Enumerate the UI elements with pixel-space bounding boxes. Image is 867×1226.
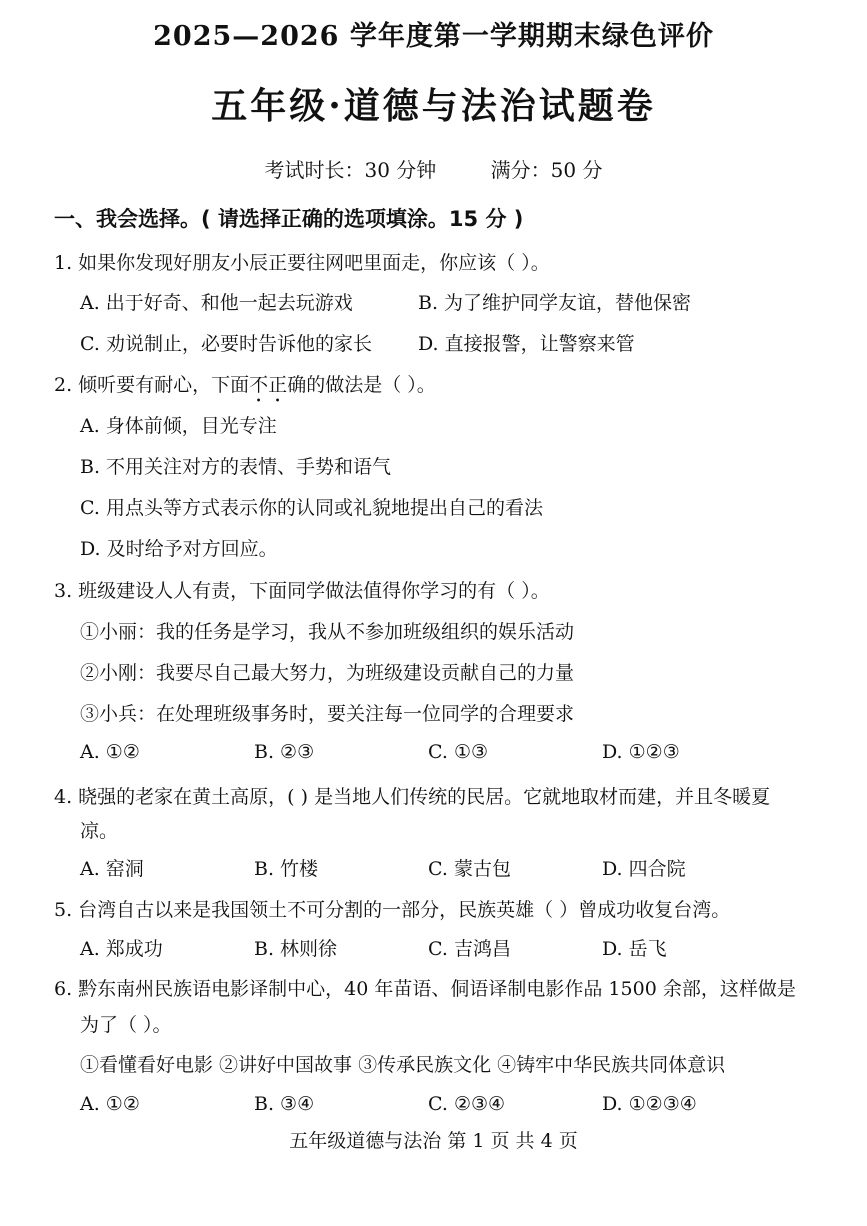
question-1-options-row2 [80, 329, 756, 356]
q2-stem-emphasis: 不正 [249, 374, 288, 396]
q3-option-d: D. ①②③ [602, 741, 680, 763]
q4-option-d: D. 四合院 [602, 858, 686, 880]
q1-option-d: D. 直接报警，让警察来管 [418, 333, 635, 355]
q3-option-c: C. ①③ [428, 741, 489, 763]
exam-duration: 考试时长：30 分钟 [264, 158, 437, 182]
q3-statement-2: ②小刚：我要尽自己最大努力，为班级建设贡献自己的力量 [80, 662, 575, 684]
question-1-stem: 1. 如果你发现好朋友小辰正要往网吧里面走，你应该（ ）。 [54, 252, 550, 274]
q5-option-c: C. 吉鸿昌 [428, 938, 511, 960]
q3-option-b: B. ②③ [254, 741, 315, 763]
q5-option-a: A. 郑成功 [80, 938, 163, 960]
q6-statements: ①看懂看好电影 ②讲好中国故事 ③传承民族文化 ④铸牢中华民族共同体意识 [80, 1054, 726, 1076]
q4-option-b: B. 竹楼 [254, 858, 319, 880]
question-5-stem: 5. 台湾自古以来是我国领土不可分割的一部分，民族英雄（ ）曾成功收复台湾。 [54, 899, 731, 921]
exam-meta [0, 154, 867, 183]
q4-option-c: C. 蒙古包 [428, 858, 511, 880]
question-3-options [80, 741, 776, 763]
q2-stem-before: 2. 倾听要有耐心，下面 [54, 374, 250, 396]
q3-statement-3: ③小兵：在处理班级事务时，要关注每一位同学的合理要求 [80, 703, 575, 725]
q2-option-d: D. 及时给予对方回应。 [80, 538, 278, 560]
exam-title: 2025—2026 学年度第一学期期末绿色评价 [153, 21, 714, 52]
question-4-stem-line2: 凉。 [80, 820, 119, 842]
exam-score: 满分：50 分 [490, 158, 603, 182]
q5-option-d: D. 岳飞 [602, 938, 667, 960]
section-heading: 一、我会选择。( 请选择正确的选项填涂。15 分 ) [54, 207, 524, 231]
q3-statement-1: ①小丽：我的任务是学习，我从不参加班级组织的娱乐活动 [80, 621, 575, 643]
question-4-stem-line1: 4. 晓强的老家在黄土高原，( ) 是当地人们传统的民居。它就地取材而建，并且冬暖夏 [54, 786, 771, 808]
question-3-stem: 3. 班级建设人人有责，下面同学做法值得你学习的有（ ）。 [54, 580, 550, 602]
q2-stem-after: 确的做法是（ ）。 [287, 374, 436, 396]
question-6-stem-line1: 6. 黔东南州民族语电影译制中心，40 年苗语、侗语译制电影作品 1500 余部，这样做是 [54, 978, 796, 1000]
q1-option-b: B. 为了维护同学友谊，替他保密 [418, 292, 692, 314]
q6-option-c: C. ②③④ [428, 1093, 506, 1115]
q2-option-a: A. 身体前倾，目光专注 [80, 415, 277, 437]
q3-option-a: A. ①② [80, 741, 140, 763]
page-footer: 五年级道德与法治 第 1 页 共 4 页 [289, 1130, 578, 1152]
q2-option-b: B. 不用关注对方的表情、手势和语气 [80, 456, 392, 478]
q6-option-d: D. ①②③④ [602, 1093, 697, 1115]
q6-option-a: A. ①② [80, 1093, 140, 1115]
question-5-options [80, 934, 776, 961]
question-4-options [80, 854, 776, 881]
question-2-stem [54, 370, 436, 407]
q4-option-a: A. 窑洞 [80, 858, 144, 880]
exam-subtitle: 五年级·道德与法治试题卷 [211, 85, 656, 127]
q1-option-a: A. 出于好奇、和他一起去玩游戏 [80, 292, 353, 314]
question-6-options [80, 1093, 776, 1115]
q6-option-b: B. ③④ [254, 1093, 315, 1115]
question-6-stem-line2: 为了（ ）。 [80, 1014, 172, 1036]
q2-option-c: C. 用点头等方式表示你的认同或礼貌地提出自己的看法 [80, 497, 543, 519]
q1-option-c: C. 劝说制止，必要时告诉他的家长 [80, 333, 372, 355]
q5-option-b: B. 林则徐 [254, 938, 338, 960]
question-1-options-row1 [80, 288, 756, 315]
